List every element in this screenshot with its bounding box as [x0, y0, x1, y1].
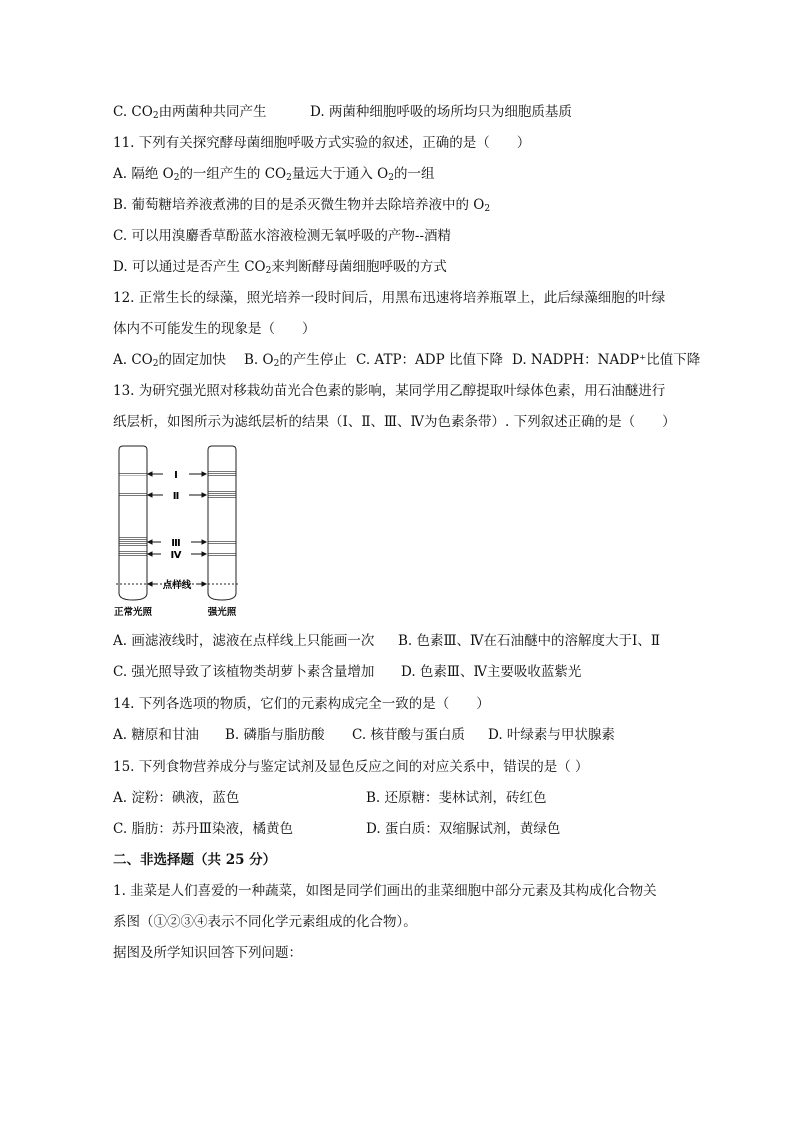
- q15-stem: 15. 下列食物营养成分与鉴定试剂及显色反应之间的对应关系中，错误的是（ ）: [113, 759, 589, 775]
- caption-strong-light: 强光照: [207, 607, 237, 618]
- q10-option-c: C. $CO_2$由两菌种共同产生: [113, 104, 267, 121]
- q13-option-d: D. 色素Ⅲ、Ⅳ主要吸收蓝紫光: [401, 664, 582, 680]
- q11-option-a: A. 隔绝 $O_2$的一组产生的 $CO_2$量远大于通入 $O_2$的一组: [113, 166, 435, 183]
- s2-q1-line3: 据图及所学知识回答下列问题：: [113, 945, 302, 961]
- q12-option-c: C. ATP：ADP 比值下降: [356, 352, 503, 368]
- q13-stem-line1: 13. 为研究强光照对移栽幼苗光合色素的影响，某同学用乙醇提取叶绿体色素，用石油醚进行: [113, 383, 666, 399]
- band-iv-normal: [120, 551, 147, 557]
- band-iii-strong: [209, 540, 236, 545]
- q13-option-b: B. 色素Ⅲ、Ⅳ在石油醚中的溶解度大于Ⅰ、Ⅱ: [398, 633, 661, 649]
- band-label-iii: Ⅲ: [171, 538, 181, 549]
- q14-stem: 14. 下列各选项的物质，它们的元素构成完全一致的是（ ）: [113, 696, 490, 712]
- band-ii-normal: [120, 493, 147, 497]
- q12-option-d: D. NADPH：NADP⁺比值下降: [512, 352, 701, 368]
- band-i-normal: [120, 473, 147, 476]
- q11-stem: 11. 下列有关探究酵母菌细胞呼吸方式实验的叙述，正确的是（ ）: [113, 135, 531, 151]
- q13-option-c: C. 强光照导致了该植物类胡萝卜素含量增加: [113, 664, 375, 680]
- q14-option-a: A. 糖原和甘油: [113, 727, 199, 743]
- q12-option-b: B. $O_2$的产生停止: [244, 352, 347, 369]
- strip-strong-light: [208, 446, 236, 600]
- q11-option-c: C. 可以用溴麝香草酚蓝水溶液检测无氧呼吸的产物--酒精: [113, 228, 452, 244]
- band-label-i: Ⅰ: [174, 470, 178, 481]
- q15-option-d: D. 蛋白质：双缩脲试剂，黄绿色: [366, 821, 561, 837]
- q15-option-b: B. 还原糖：斐林试剂，砖红色: [366, 790, 547, 806]
- q13-option-a: A. 画滤液线时，滤液在点样线上只能画一次: [113, 633, 375, 649]
- strip-normal-light: [119, 446, 147, 600]
- caption-normal-light: 正常光照: [113, 607, 153, 618]
- origin-line-label: 点样线: [162, 580, 192, 591]
- q12-option-a: A. $CO_2$的固定加快: [113, 352, 226, 369]
- q11-option-d: D. 可以通过是否产生 $CO_2$来判断酵母菌细胞呼吸的方式: [113, 259, 447, 276]
- q15-option-c: C. 脂肪：苏丹Ⅲ染液，橘黄色: [113, 821, 293, 837]
- band-label-ii: Ⅱ: [172, 491, 180, 502]
- s2-q1-line1: 1. 韭菜是人们喜爱的一种蔬菜，如图是同学们画出的韭菜细胞中部分元素及其构成化合物关: [113, 883, 657, 899]
- q11-option-b: B. 葡萄糖培养液煮沸的目的是杀灭微生物并去除培养液中的 $O_2$: [113, 197, 491, 214]
- band-iv-strong: [209, 552, 236, 556]
- q10-option-d: D. 两菌种细胞呼吸的场所均只为细胞质基质: [310, 104, 572, 120]
- section-2-heading: 二、非选择题（共 25 分）: [113, 852, 277, 868]
- band-iii-normal: [120, 537, 147, 546]
- q14-option-d: D. 叶绿素与甲状腺素: [488, 727, 615, 743]
- q14-option-c: C. 核苷酸与蛋白质: [352, 727, 465, 743]
- q15-option-a: A. 淀粉：碘液，蓝色: [113, 790, 240, 806]
- band-i-strong: [209, 471, 236, 477]
- band-ii-strong: [209, 491, 236, 498]
- q14-option-b: B. 磷脂与脂肪酸: [225, 727, 325, 743]
- chromatography-figure: [113, 443, 253, 621]
- s2-q1-line2: 系图（①②③④表示不同化学元素组成的化合物）。: [113, 914, 417, 930]
- band-label-iv: Ⅳ: [170, 550, 182, 561]
- q12-stem-line2: 体内不可能发生的现象是（ ）: [113, 321, 316, 337]
- q13-stem-line2: 纸层析，如图所示为滤纸层析的结果（Ⅰ、Ⅱ、Ⅲ、Ⅳ为色素条带）. 下列叙述正确的是（ ）: [113, 414, 676, 430]
- q12-stem-line1: 12. 正常生长的绿藻，照光培养一段时间后，用黑布迅速将培养瓶罩上，此后绿藻细胞的叶绿: [113, 290, 666, 306]
